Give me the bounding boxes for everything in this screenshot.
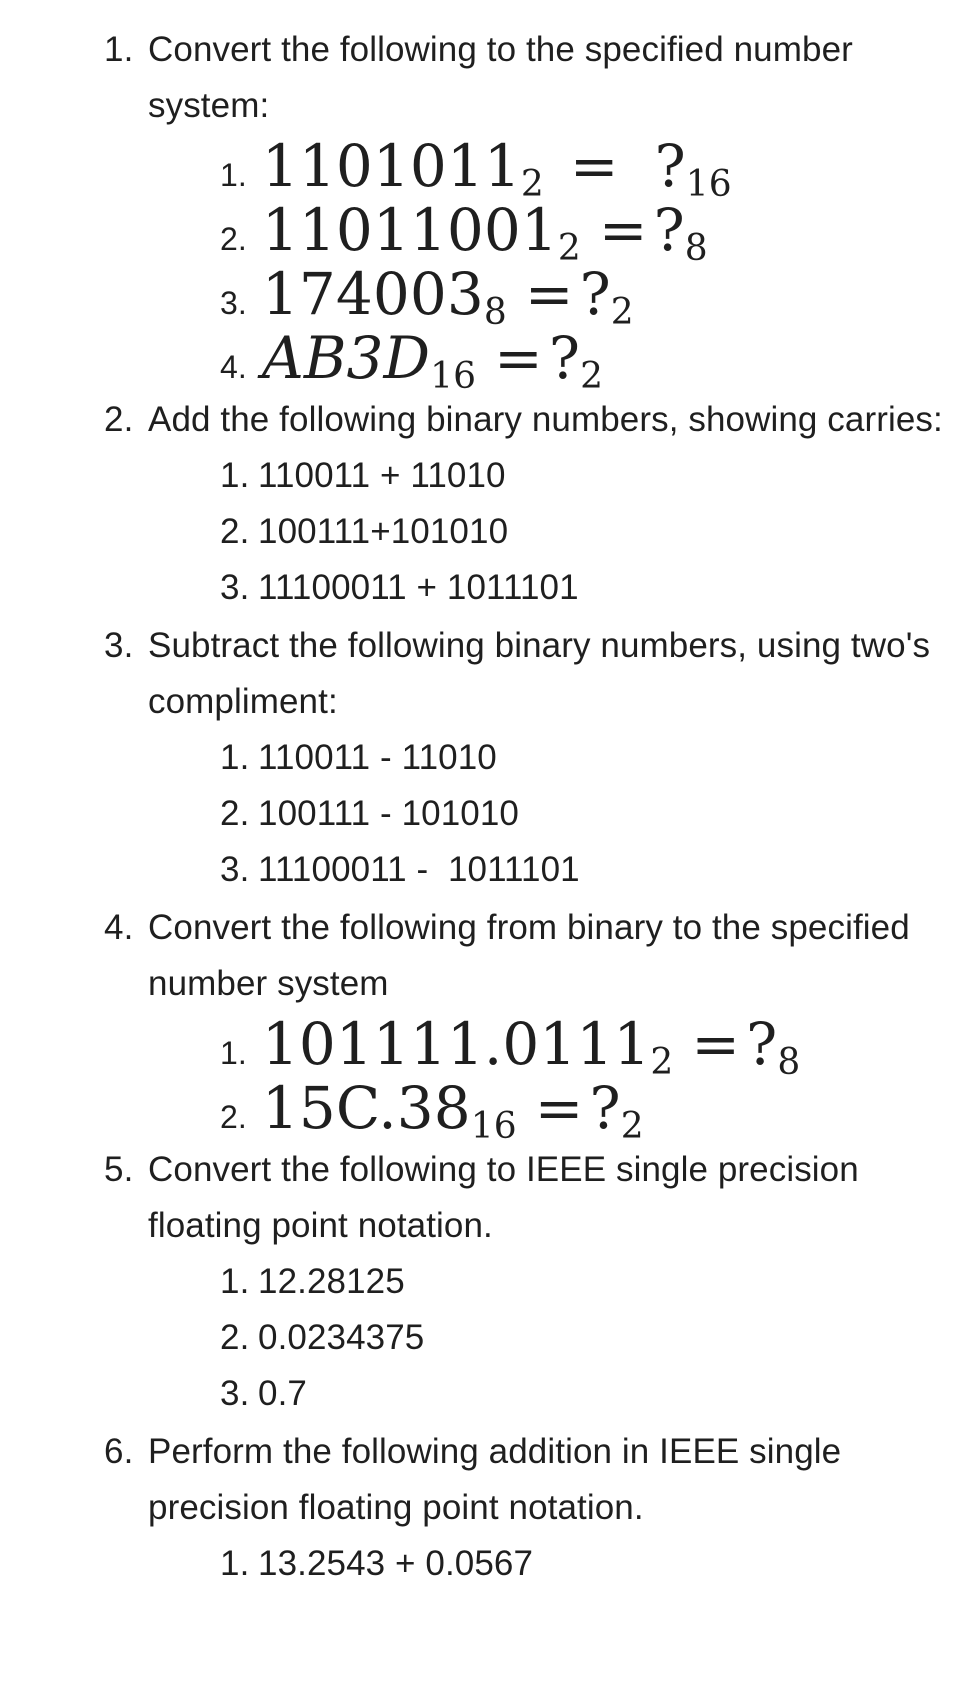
math-equals: = <box>569 132 619 200</box>
math-target-base: 8 <box>684 228 708 269</box>
math-base: 2 <box>557 228 581 269</box>
item-text: 12.28125 <box>258 1262 405 1301</box>
math-question: ? <box>548 324 581 392</box>
item-number: 2. <box>220 794 250 833</box>
sub-list <box>104 1010 944 1147</box>
math-item <box>104 324 944 397</box>
math-question: ? <box>589 1074 621 1142</box>
math-question: ? <box>746 1010 778 1078</box>
math-target-base: 8 <box>777 1042 801 1083</box>
item-number: 1. <box>220 1262 250 1301</box>
list-item <box>104 1536 944 1592</box>
math-base: 16 <box>430 356 477 397</box>
question-6 <box>104 1424 944 1592</box>
sub-list <box>104 730 944 898</box>
question-4 <box>104 900 944 1147</box>
item-number: 3. <box>220 568 250 607</box>
item-number: 3. <box>220 285 247 321</box>
sub-list <box>104 1254 944 1422</box>
sub-list <box>104 132 944 397</box>
math-equals: = <box>598 196 648 264</box>
math-question: ? <box>653 196 685 264</box>
question-number: 1. <box>104 30 134 69</box>
question-number: 2. <box>104 400 134 439</box>
question-2 <box>104 392 944 616</box>
item-number: 3. <box>220 1374 250 1413</box>
math-expression <box>261 1074 644 1147</box>
item-number: 1. <box>220 738 250 777</box>
question-3 <box>104 618 944 898</box>
item-text: 11100011 + 1011101 <box>258 568 579 607</box>
question-text: Convert the following to the specified number system: <box>148 30 853 125</box>
math-value: 11011001 <box>261 196 558 264</box>
math-expression <box>261 132 732 205</box>
math-base: 2 <box>520 164 544 205</box>
math-equals: = <box>691 1010 741 1078</box>
question-number: 3. <box>104 626 134 665</box>
question-list <box>104 22 944 1594</box>
math-target-base: 2 <box>610 292 634 333</box>
math-base: 2 <box>650 1042 674 1083</box>
question-text: Perform the following addition in IEEE single precision floating point notation. <box>148 1432 842 1527</box>
item-number: 2. <box>220 221 247 257</box>
item-text: 110011 + 11010 <box>258 456 506 495</box>
math-value: 1101011 <box>261 132 521 200</box>
item-text: 100111 - 101010 <box>258 794 519 833</box>
math-value: AB3D <box>261 324 431 392</box>
question-5 <box>104 1142 944 1422</box>
item-number: 3. <box>220 850 250 889</box>
math-item <box>104 1010 944 1083</box>
question-1 <box>104 22 944 397</box>
question-number: 4. <box>104 908 134 947</box>
item-text: 11100011 - 1011101 <box>258 850 580 889</box>
math-target-base: 16 <box>685 164 732 205</box>
math-expression <box>261 196 708 269</box>
sub-list <box>104 1536 944 1592</box>
item-text: 0.0234375 <box>258 1318 425 1357</box>
list-item <box>104 448 944 504</box>
list-item <box>104 504 944 560</box>
item-text: 13.2543 + 0.0567 <box>258 1544 534 1583</box>
item-number: 1. <box>220 1035 247 1071</box>
list-item <box>104 730 944 786</box>
item-text: 110011 - 11010 <box>258 738 497 777</box>
question-text: Subtract the following binary numbers, using two's compliment: <box>148 626 931 721</box>
math-equals: = <box>534 1074 584 1142</box>
question-text: Add the following binary numbers, showing carries: <box>148 400 943 439</box>
math-item <box>104 1074 944 1147</box>
list-item <box>104 786 944 842</box>
list-item <box>104 1310 944 1366</box>
math-base: 8 <box>483 292 507 333</box>
math-item <box>104 260 944 333</box>
math-value: 101111.0111 <box>261 1010 651 1078</box>
item-text: 100111+101010 <box>258 512 509 551</box>
math-expression <box>261 1010 801 1083</box>
math-target-base: 2 <box>580 356 604 397</box>
math-value: 174003 <box>261 260 484 328</box>
item-number: 1. <box>220 1544 250 1583</box>
list-item <box>104 842 944 898</box>
item-number: 2. <box>220 1318 250 1357</box>
math-question: ? <box>579 260 611 328</box>
math-base: 16 <box>470 1106 517 1147</box>
item-number: 4. <box>220 349 247 385</box>
question-text: Convert the following to IEEE single precision floating point notation. <box>148 1150 859 1245</box>
item-number: 1. <box>220 157 247 193</box>
list-item <box>104 1366 944 1422</box>
question-text: Convert the following from binary to the specified number system <box>148 908 910 1003</box>
list-item <box>104 560 944 616</box>
list-item <box>104 1254 944 1310</box>
question-number: 5. <box>104 1150 134 1189</box>
item-number: 2. <box>220 512 250 551</box>
sub-list <box>104 448 944 616</box>
item-number: 1. <box>220 456 250 495</box>
math-equals: = <box>494 324 543 392</box>
math-item <box>104 132 944 205</box>
math-item <box>104 196 944 269</box>
math-target-base: 2 <box>620 1106 644 1147</box>
math-value: 15C.38 <box>261 1074 471 1142</box>
question-number: 6. <box>104 1432 134 1471</box>
math-expression <box>261 324 604 397</box>
item-text: 0.7 <box>258 1374 307 1413</box>
math-expression <box>261 260 634 333</box>
item-number: 2. <box>220 1099 247 1135</box>
math-equals: = <box>524 260 574 328</box>
math-question: ? <box>654 132 686 200</box>
